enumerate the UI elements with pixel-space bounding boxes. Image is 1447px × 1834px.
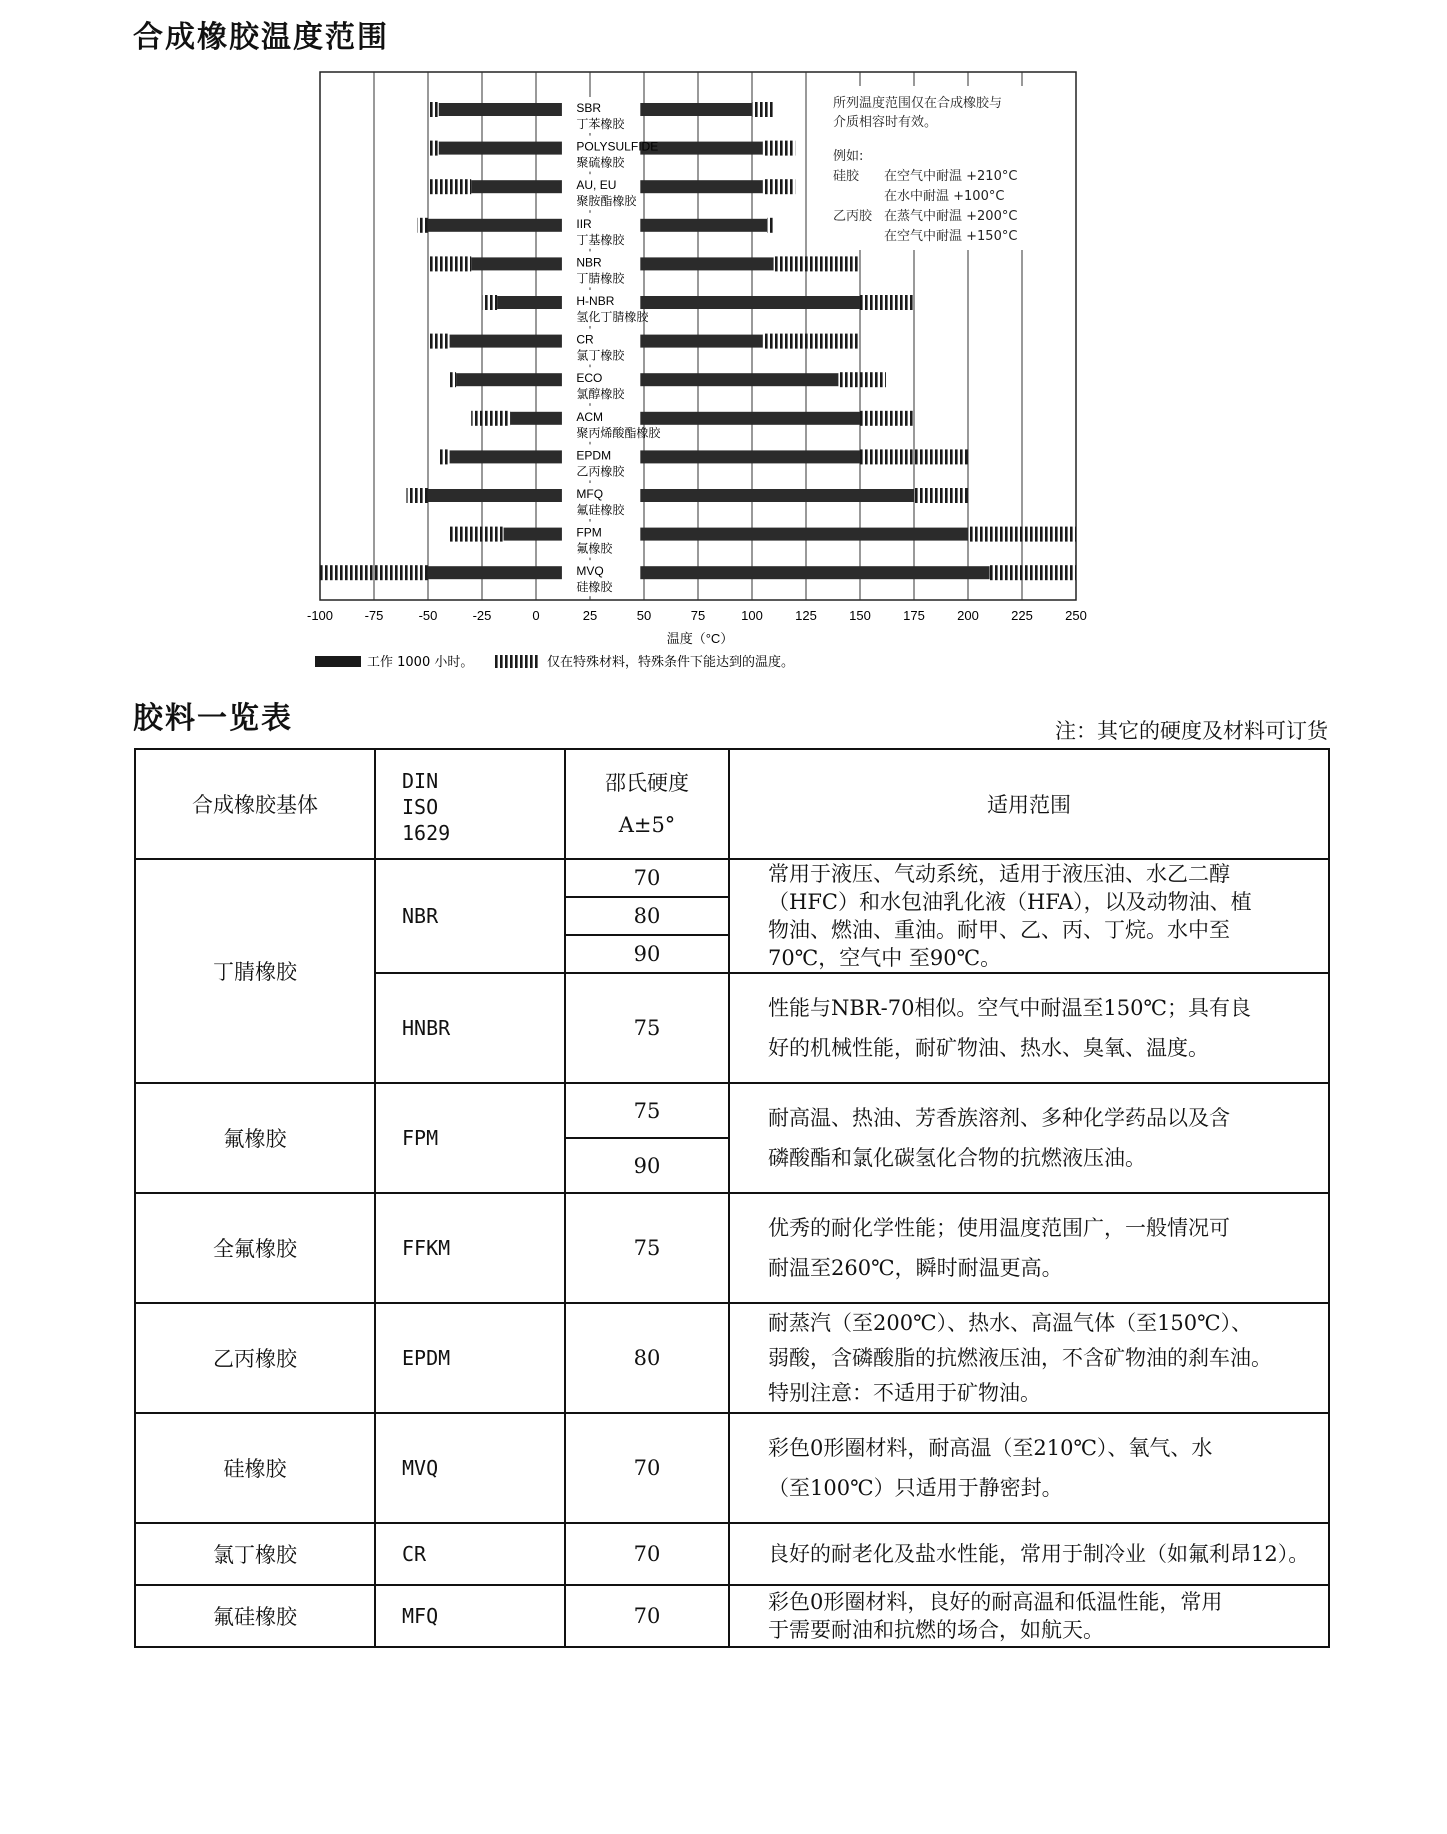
x-tick-label: 100 (741, 608, 763, 623)
special-range-bar (428, 102, 439, 117)
special-range-bar (471, 411, 510, 426)
series-name-label: 聚胺酯橡胶 (576, 194, 637, 209)
row-mfq-desc (729, 1585, 1329, 1647)
row-epdm-code: EPDM (375, 1303, 565, 1413)
row-cr-desc: 良好的耐老化及盐水性能，常用于制冷业（如氟利昂12）。 (729, 1523, 1329, 1585)
series-name-label: 氟橡胶 (576, 541, 613, 556)
x-tick-label: 225 (1011, 608, 1033, 623)
row-mvq-desc (729, 1413, 1329, 1523)
table-title: 胶料一览表 (133, 701, 293, 736)
x-axis-label: 温度（°C） (666, 631, 734, 646)
annotation-line-1: 所列温度范围仅在合成橡胶与 (833, 96, 1003, 111)
working-range-bar (510, 412, 562, 425)
working-range-bar (428, 566, 562, 579)
row-epdm-desc-1: 耐蒸汽（至200℃）、热水、高温气体（至150℃）、 (768, 1310, 1253, 1335)
special-range-bar (767, 218, 773, 233)
working-range-bar (497, 296, 562, 309)
special-range-bar (763, 179, 795, 194)
row-fpm-hardness-2: 90 (565, 1138, 729, 1193)
special-range-bar (838, 372, 886, 387)
x-tick-label: 25 (582, 608, 598, 623)
table-row (135, 1083, 1329, 1138)
series-code-label: AU, EU (576, 178, 617, 193)
special-range-bar (860, 295, 914, 310)
header-hardness (565, 749, 729, 859)
row-mfq-code: MFQ (375, 1585, 565, 1647)
x-tick-label: -100 (306, 608, 334, 623)
x-tick-label: -25 (472, 608, 492, 623)
row-ffkm-desc-1: 优秀的耐化学性能；使用温度范围广，一般情况可 (768, 1216, 1230, 1240)
x-tick-label: 50 (636, 608, 652, 623)
special-range-bar (439, 449, 450, 464)
series-code-label: CR (576, 332, 594, 347)
row-fpm-hardness-1: 75 (565, 1083, 729, 1138)
table-row (135, 1523, 1329, 1585)
working-range-bar (504, 528, 562, 541)
legend-special-label: 仅在特殊材料，特殊条件下能达到的温度。 (547, 655, 795, 670)
series-code-label: MFQ (576, 487, 604, 501)
special-range-bar (752, 102, 774, 117)
series-code-label: FPM (576, 525, 602, 540)
special-range-bar (990, 565, 1076, 580)
row-nbr-hardness-3: 90 (565, 935, 729, 973)
row-cr-hardness: 70 (565, 1523, 729, 1585)
row-mvq-hardness: 70 (565, 1413, 729, 1523)
row-nbr-hardness-2: 80 (565, 897, 729, 935)
special-range-bar (428, 179, 471, 194)
series-name-label: 丁苯橡胶 (576, 117, 625, 131)
table-header-row (135, 749, 1329, 859)
table-row (135, 1413, 1329, 1523)
legend-working-swatch (315, 656, 361, 667)
x-tick-label: 200 (957, 608, 979, 623)
annotation-example-label: 例如: (833, 149, 864, 164)
working-range-bar (450, 450, 562, 463)
row-fpm-desc-1: 耐高温、热油、芳香族溶剂、多种化学药品以及含 (768, 1106, 1230, 1130)
table-row (135, 1193, 1329, 1303)
special-range-bar (968, 527, 1076, 542)
row-mfq-desc-1: 彩色0形圈材料，良好的耐高温和低温性能，常用 (768, 1590, 1223, 1614)
series-code-label: NBR (576, 255, 602, 270)
x-tick-label: 125 (795, 608, 817, 623)
series-code-label: H-NBR (576, 294, 615, 308)
header-hardness-2: A±5° (618, 813, 676, 837)
x-tick-label: 0 (532, 608, 540, 623)
annotation-line-2: 介质相容时有效。 (833, 115, 938, 130)
special-range-bar (406, 488, 428, 503)
row-nbr-base: 丁腈橡胶 (135, 859, 375, 1083)
series-name-label: 硅橡胶 (576, 580, 613, 595)
row-mvq-desc-1: 彩色0形圈材料，耐高温（至210℃）、氧气、水 (768, 1436, 1213, 1460)
annotation-row-1-text: 在空气中耐温 +210°C (884, 169, 1018, 184)
series-name-label: 氟硅橡胶 (576, 503, 625, 517)
working-range-bar (471, 180, 562, 193)
special-range-bar (482, 295, 497, 310)
x-tick-label: 150 (849, 608, 871, 623)
row-ffkm-desc-2: 耐温至260℃，瞬时耐温更高。 (768, 1256, 1063, 1280)
row-nbr-desc-4: 70℃，空气中 至90℃。 (768, 946, 1002, 970)
x-tick-label: 175 (903, 608, 925, 623)
row-hnbr-hardness: 75 (565, 973, 729, 1083)
header-hardness-1: 邵氏硬度 (605, 771, 689, 795)
working-range-bar (590, 566, 990, 579)
series-code-label: ACM (576, 409, 604, 424)
row-hnbr-desc-1: 性能与NBR-70相似。空气中耐温至150℃；具有良 (768, 996, 1252, 1020)
row-epdm-desc-3: 特别注意：不适用于矿物油。 (768, 1380, 1041, 1405)
table-note: 注：其它的硬度及材料可订货 (1055, 719, 1328, 743)
working-range-bar (590, 528, 968, 541)
special-range-bar (417, 218, 428, 233)
series-name-label: 丁腈橡胶 (576, 271, 625, 286)
row-ffkm-desc (729, 1193, 1329, 1303)
x-tick-label: 75 (690, 608, 706, 623)
series-name-label: 丁基橡胶 (576, 232, 625, 247)
annotation-row-4-text: 在空气中耐温 +150°C (884, 229, 1018, 244)
working-range-bar (428, 489, 562, 502)
working-range-bar (450, 335, 562, 348)
row-nbr-desc-3: 物油、燃油、重油。耐甲、乙、丙、丁烷。水中至 (768, 918, 1230, 942)
series-code-label: POLYSULFIDE (576, 139, 659, 154)
row-mfq-hardness: 70 (565, 1585, 729, 1647)
working-range-bar (471, 257, 562, 270)
table-row (135, 1303, 1329, 1413)
series-name-label: 聚丙烯酸酯橡胶 (576, 425, 661, 440)
special-range-bar (860, 449, 968, 464)
special-range-bar (450, 372, 456, 387)
special-range-bar (860, 411, 914, 426)
special-range-bar (450, 527, 504, 542)
row-nbr-desc-2: （HFC）和水包油乳化液（HFA），以及动物油、植 (768, 890, 1252, 914)
header-din (375, 749, 565, 859)
row-epdm-desc-2: 弱酸，含磷酸脂的抗燃液压油，不含矿物油的刹车油。 (768, 1345, 1272, 1370)
x-tick-label: -50 (418, 608, 438, 623)
row-mvq-desc-2: （至100℃）只适用于静密封。 (768, 1476, 1063, 1500)
row-nbr-hardness-1: 70 (565, 859, 729, 897)
row-epdm-hardness: 80 (565, 1303, 729, 1413)
temperature-range-chart (0, 0, 1447, 680)
header-scope: 适用范围 (729, 749, 1329, 859)
row-hnbr-code: HNBR (375, 973, 565, 1083)
row-mvq-code: MVQ (375, 1413, 565, 1523)
series-code-label: IIR (576, 216, 592, 231)
special-range-bar (763, 141, 795, 156)
material-table (134, 748, 1330, 1648)
working-range-bar (439, 103, 562, 116)
special-range-bar (428, 256, 471, 271)
annotation-row-2-text: 在水中耐温 +100°C (884, 189, 1005, 204)
series-name-label: 乙丙橡胶 (576, 464, 625, 479)
annotation-row-3-text: 在蒸气中耐温 +200°C (884, 209, 1018, 224)
row-hnbr-desc (729, 973, 1329, 1083)
series-code-label: SBR (576, 101, 602, 115)
series-name-label: 氢化丁腈橡胶 (576, 310, 649, 324)
row-fpm-desc-2: 磷酸酯和氯化碳氢化合物的抗燃液压油。 (768, 1146, 1146, 1170)
row-cr-base: 氯丁橡胶 (135, 1523, 375, 1585)
annotation-row-3-material: 乙丙胶 (833, 209, 873, 224)
special-range-bar (763, 334, 860, 349)
row-mvq-base: 硅橡胶 (135, 1413, 375, 1523)
series-code-label: EPDM (576, 448, 612, 463)
row-nbr-desc (729, 859, 1329, 973)
working-range-bar (439, 142, 562, 155)
header-din-1: DIN (402, 769, 439, 793)
row-ffkm-base: 全氟橡胶 (135, 1193, 375, 1303)
row-fpm-code: FPM (375, 1083, 565, 1193)
chart-legend (315, 654, 794, 670)
header-base: 合成橡胶基体 (135, 749, 375, 859)
x-tick-label: 250 (1065, 608, 1087, 623)
special-range-bar (320, 565, 428, 580)
row-hnbr-desc-2: 好的机械性能，耐矿物油、热水、臭氧、温度。 (768, 1036, 1209, 1060)
special-range-bar (774, 256, 860, 271)
row-cr-code: CR (375, 1523, 565, 1585)
row-mfq-base: 氟硅橡胶 (135, 1585, 375, 1647)
row-epdm-desc (729, 1303, 1329, 1413)
page-title: 合成橡胶温度范围 (133, 20, 389, 55)
legend-working-label: 工作 1000 小时。 (367, 655, 474, 670)
working-range-bar (428, 219, 562, 232)
special-range-bar (428, 141, 439, 156)
row-fpm-base: 氟橡胶 (135, 1083, 375, 1193)
row-mfq-desc-2: 于需要耐油和抗燃的场合，如航天。 (768, 1618, 1104, 1642)
row-epdm-base: 乙丙橡胶 (135, 1303, 375, 1413)
series-code-label: ECO (576, 371, 603, 386)
series-name-label: 氯醇橡胶 (576, 387, 625, 402)
header-din-3: 1629 (402, 821, 451, 845)
row-fpm-desc (729, 1083, 1329, 1193)
series-name-label: 氯丁橡胶 (576, 348, 625, 363)
working-range-bar (456, 373, 562, 386)
table-row (135, 859, 1329, 897)
series-code-label: MVQ (576, 564, 604, 579)
special-range-bar (428, 334, 450, 349)
special-range-bar (914, 488, 968, 503)
row-ffkm-code: FFKM (375, 1193, 565, 1303)
row-nbr-code: NBR (375, 859, 565, 973)
x-tick-label: -75 (364, 608, 384, 623)
row-nbr-desc-1: 常用于液压、气动系统，适用于液压油、水乙二醇 (768, 862, 1230, 886)
header-din-2: ISO (402, 795, 439, 819)
row-ffkm-hardness: 75 (565, 1193, 729, 1303)
series-name-label: 聚硫橡胶 (576, 155, 625, 170)
annotation-row-1-material: 硅胶 (833, 169, 860, 184)
table-row (135, 1585, 1329, 1647)
legend-special-swatch (495, 655, 539, 668)
